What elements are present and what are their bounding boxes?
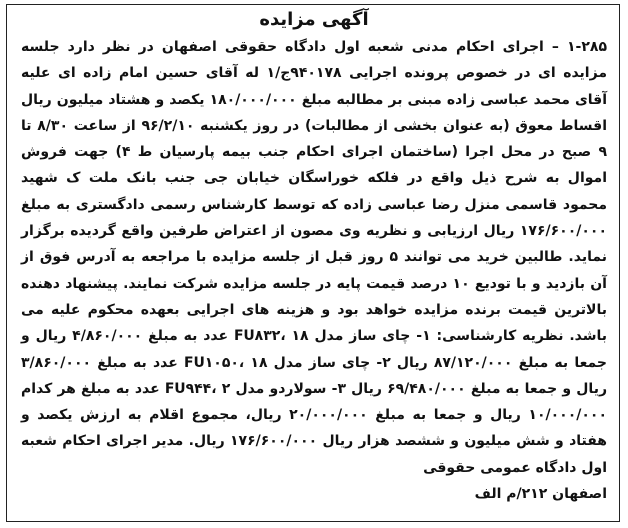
notice-footer: اصفهان ۲۱۲/م الف (474, 486, 607, 503)
auction-notice (6, 4, 620, 522)
notice-body: ۱-۲۸۵ – اجرای احکام مدنی شعبه اول دادگاه حقوقی اصفهان در نظر دارد جلسه مزایده ای در خصوص پرونده اجرایی ۹۴۰۱۷۸ج/۱ له آقای حسین امام زاده ای علیه آقای محمد عباسی زاده مبنی بر مطالبه مبلغ ۱۸۰/۰۰۰/۰۰۰ یکصد و هشتاد میلیون ریال اقساط معوق (به عنوان بخشی از مطالبات) در روز یکشنبه ۹۶/۲/۱۰ از ساعت ۸/۳۰ تا ۹ صبح در محل اجرا (ساختمان اجرای احکام جنب بیمه پارسیان ط ۴) جهت فروش اموال به شرح ذیل واقع در فلکه خوراسگان خیابان جی جنب بانک ملت ک شهید محمود قاسمی منزل رضا عباسی زاده که توسط کارشناس رسمی دادگستری به مبلغ ۱۷۶/۶۰۰/۰۰۰ ریال ارزیابی و نظریه وی مصون از اعتراض طرفین واقع گردیده برگزار نماید. طالبین خرید می توانند ۵ روز قبل از جلسه مزایده با مراجعه به آدرس فوق از آن بازدید و با تودیع ۱۰ درصد قیمت پایه در جلسه مزایده شرکت نمایند. پیشنهاد دهنده بالاترین قیمت برنده مزایده خواهد بود و هزینه های اجرایی بعهده محکوم علیه می باشد. نظریه کارشناسی: ۱- چای ساز مدل FU۸۳۲، ۱۸ عدد به مبلغ ۴/۸۶۰/۰۰۰ ریال و جمعا به مبلغ ۸۷/۱۲۰/۰۰۰ ریال ۲- چای ساز مدل FU۱۰۵۰، ۱۸ عدد به مبلغ ۳/۸۶۰/۰۰۰ ریال و جمعا به مبلغ ۶۹/۴۸۰/۰۰۰ ریال ۳- سولاردو مدل FU۹۴۴، ۲ عدد به مبلغ هر کدام ۱۰/۰۰۰/۰۰۰ ریال و جمعا به مبلغ ۲۰/۰۰۰/۰۰۰ ریال، مجموع اقلام به ارزش یکصد و هفتاد و شش میلیون و ششصد هزار ریال ۱۷۶/۶۰۰/۰۰۰ ریال. مدیر اجرای احکام شعبه اول دادگاه عمومی حقوقی (21, 39, 608, 476)
notice-title: آگهی مزایده (259, 9, 369, 30)
